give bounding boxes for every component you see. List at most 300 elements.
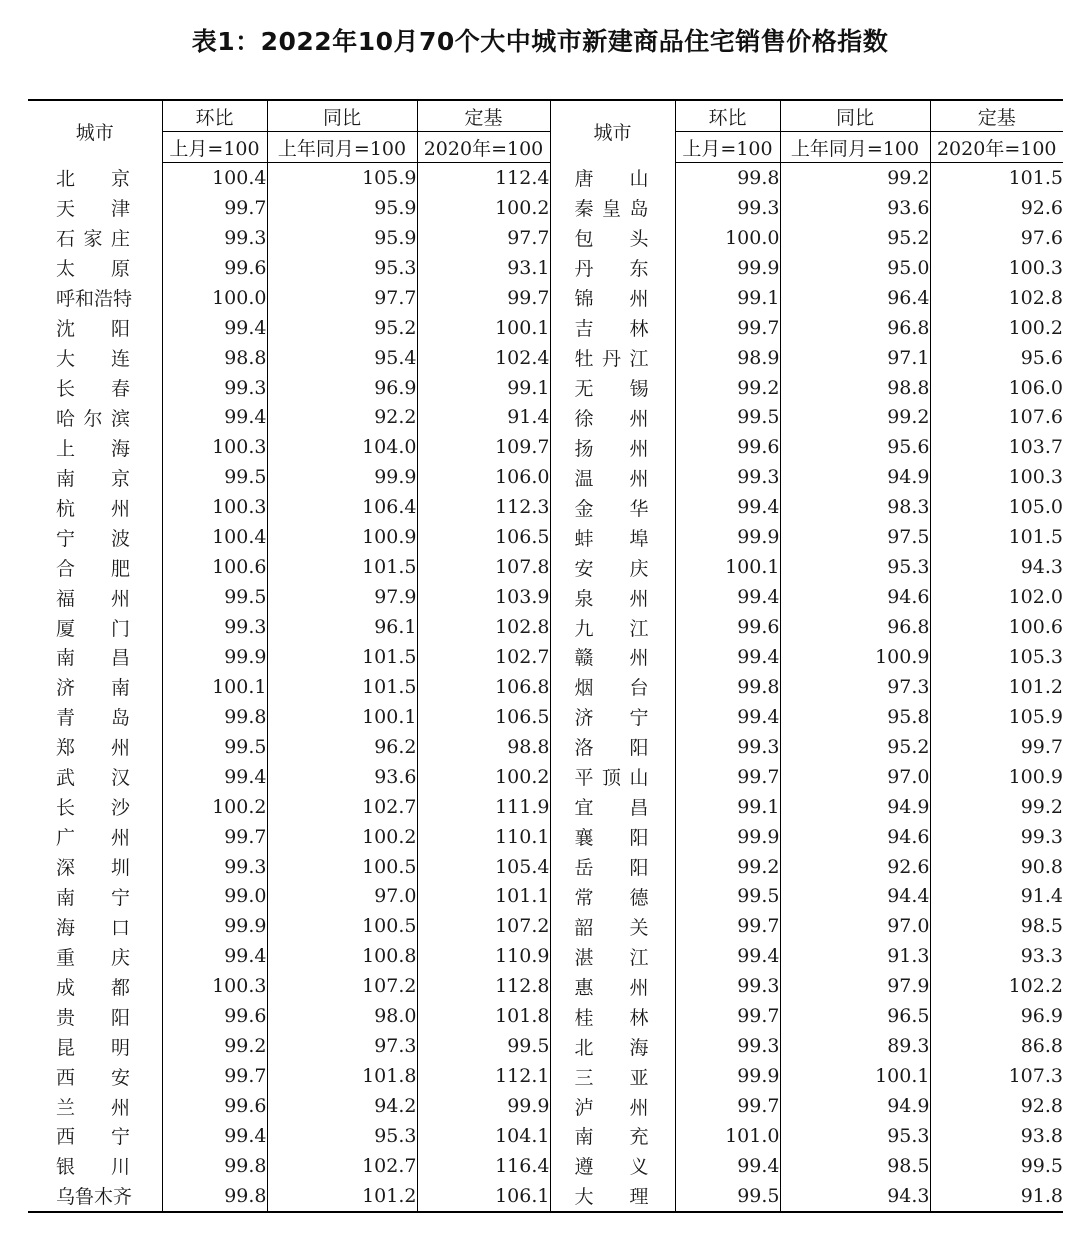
cell-mom-right: 99.2 <box>675 373 780 403</box>
cell-base-right: 99.2 <box>930 792 1063 822</box>
cell-yoy-right: 96.4 <box>780 283 930 313</box>
city-name: 武 汉 <box>56 767 130 790</box>
cell-city-right <box>550 462 675 492</box>
cell-yoy-left: 92.2 <box>267 403 417 433</box>
city-name: 泸 州 <box>574 1096 649 1119</box>
cell-city-right <box>550 1181 675 1212</box>
header-mom-left: 环比 <box>162 100 267 132</box>
cell-city-right <box>550 822 675 852</box>
table-row <box>28 253 1063 283</box>
cell-base-left: 106.0 <box>417 462 550 492</box>
cell-base-left: 112.8 <box>417 971 550 1001</box>
cell-yoy-right: 95.6 <box>780 432 930 462</box>
cell-yoy-right: 95.3 <box>780 552 930 582</box>
cell-yoy-right: 94.9 <box>780 792 930 822</box>
cell-yoy-left: 95.9 <box>267 223 417 253</box>
table-row <box>28 223 1063 253</box>
city-name: 九 江 <box>574 617 649 640</box>
cell-base-left: 110.1 <box>417 822 550 852</box>
table-row <box>28 1001 1063 1031</box>
cell-city-left <box>28 852 162 882</box>
cell-mom-left: 99.6 <box>162 1091 267 1121</box>
cell-mom-left: 99.6 <box>162 253 267 283</box>
table-row <box>28 642 1063 672</box>
cell-city-right <box>550 432 675 462</box>
cell-city-left <box>28 822 162 852</box>
table-row <box>28 702 1063 732</box>
table-row <box>28 672 1063 702</box>
cell-base-left: 101.8 <box>417 1001 550 1031</box>
city-name: 广 州 <box>56 827 130 850</box>
city-name: 济 南 <box>56 677 130 700</box>
table-row <box>28 792 1063 822</box>
city-name: 吉 林 <box>574 318 649 341</box>
cell-yoy-right: 98.5 <box>780 1151 930 1181</box>
cell-city-right <box>550 522 675 552</box>
cell-city-right <box>550 1061 675 1091</box>
table-body <box>28 163 1063 1212</box>
city-name: 北 京 <box>56 168 130 191</box>
cell-city-right <box>550 941 675 971</box>
city-name: 大 理 <box>574 1186 649 1209</box>
cell-mom-right: 99.9 <box>675 522 780 552</box>
city-name: 赣 州 <box>574 647 649 670</box>
city-name: 洛 阳 <box>574 737 649 760</box>
city-name: 遵 义 <box>574 1156 649 1179</box>
city-name: 烟 台 <box>574 677 649 700</box>
cell-yoy-left: 100.5 <box>267 852 417 882</box>
cell-city-left <box>28 612 162 642</box>
cell-city-right <box>550 582 675 612</box>
header-yoy-base-left: 上年同月=100 <box>267 132 417 163</box>
table-row <box>28 1091 1063 1121</box>
cell-mom-left: 100.3 <box>162 432 267 462</box>
cell-mom-right: 99.6 <box>675 432 780 462</box>
cell-yoy-left: 95.2 <box>267 313 417 343</box>
city-name: 西 宁 <box>56 1126 130 1149</box>
cell-yoy-left: 96.9 <box>267 373 417 403</box>
cell-yoy-left: 95.3 <box>267 1121 417 1151</box>
cell-city-right <box>550 552 675 582</box>
cell-yoy-left: 101.8 <box>267 1061 417 1091</box>
cell-city-right <box>550 343 675 373</box>
cell-yoy-left: 94.2 <box>267 1091 417 1121</box>
cell-yoy-left: 105.9 <box>267 163 417 193</box>
cell-city-left <box>28 911 162 941</box>
table-row <box>28 1151 1063 1181</box>
city-name: 太 原 <box>56 258 130 281</box>
city-name: 青 岛 <box>56 707 130 730</box>
cell-mom-left: 100.2 <box>162 792 267 822</box>
cell-mom-left: 99.3 <box>162 223 267 253</box>
cell-base-right: 107.6 <box>930 403 1063 433</box>
table-row <box>28 882 1063 912</box>
cell-base-right: 95.6 <box>930 343 1063 373</box>
cell-mom-left: 100.4 <box>162 163 267 193</box>
cell-city-right <box>550 762 675 792</box>
cell-base-left: 107.8 <box>417 552 550 582</box>
cell-mom-right: 99.3 <box>675 732 780 762</box>
cell-mom-right: 99.5 <box>675 882 780 912</box>
cell-city-right <box>550 971 675 1001</box>
cell-yoy-right: 95.2 <box>780 223 930 253</box>
cell-yoy-left: 97.7 <box>267 283 417 313</box>
city-name: 泉 州 <box>574 587 649 610</box>
cell-mom-left: 99.8 <box>162 1181 267 1212</box>
cell-city-left <box>28 552 162 582</box>
cell-mom-right: 99.4 <box>675 941 780 971</box>
city-name: 合 肥 <box>56 557 130 580</box>
cell-base-right: 96.9 <box>930 1001 1063 1031</box>
cell-yoy-right: 98.3 <box>780 492 930 522</box>
city-name: 北 海 <box>574 1036 649 1059</box>
cell-mom-right: 99.4 <box>675 702 780 732</box>
cell-city-right <box>550 792 675 822</box>
table-row <box>28 462 1063 492</box>
cell-base-right: 102.8 <box>930 283 1063 313</box>
cell-city-right <box>550 1001 675 1031</box>
cell-city-left <box>28 1181 162 1212</box>
header-city-right: 城市 <box>550 100 675 163</box>
cell-yoy-right: 94.4 <box>780 882 930 912</box>
cell-mom-left: 100.4 <box>162 522 267 552</box>
cell-mom-right: 99.7 <box>675 1091 780 1121</box>
cell-base-right: 86.8 <box>930 1031 1063 1061</box>
cell-city-left <box>28 702 162 732</box>
cell-city-left <box>28 582 162 612</box>
table-row <box>28 283 1063 313</box>
city-name: 杭 州 <box>56 497 130 520</box>
city-name: 兰 州 <box>56 1096 130 1119</box>
city-name: 呼和浩特 <box>56 288 133 311</box>
cell-base-left: 93.1 <box>417 253 550 283</box>
cell-city-left <box>28 1091 162 1121</box>
cell-city-right <box>550 1031 675 1061</box>
city-name: 安 庆 <box>574 557 649 580</box>
cell-city-right <box>550 373 675 403</box>
cell-mom-left: 99.4 <box>162 313 267 343</box>
city-name: 包 头 <box>574 228 649 251</box>
cell-base-right: 99.5 <box>930 1151 1063 1181</box>
cell-mom-left: 99.5 <box>162 732 267 762</box>
city-name: 湛 江 <box>574 946 649 969</box>
cell-base-left: 102.8 <box>417 612 550 642</box>
cell-mom-left: 100.3 <box>162 492 267 522</box>
cell-mom-left: 99.7 <box>162 193 267 223</box>
city-name: 宁 波 <box>56 527 130 550</box>
table-row <box>28 343 1063 373</box>
cell-yoy-right: 89.3 <box>780 1031 930 1061</box>
cell-city-right <box>550 1091 675 1121</box>
cell-yoy-right: 97.9 <box>780 971 930 1001</box>
city-name: 扬 州 <box>574 437 649 460</box>
city-name: 无 锡 <box>574 378 649 401</box>
city-name: 平顶山 <box>574 767 649 790</box>
city-name: 襄 阳 <box>574 827 649 850</box>
cell-mom-right: 99.3 <box>675 1031 780 1061</box>
cell-city-right <box>550 283 675 313</box>
cell-city-left <box>28 492 162 522</box>
header-base-base-left: 2020年=100 <box>417 132 550 163</box>
cell-city-left <box>28 1031 162 1061</box>
table-row <box>28 822 1063 852</box>
cell-base-right: 102.2 <box>930 971 1063 1001</box>
cell-base-left: 116.4 <box>417 1151 550 1181</box>
cell-city-left <box>28 941 162 971</box>
table-row <box>28 492 1063 522</box>
cell-base-right: 101.5 <box>930 522 1063 552</box>
cell-city-right <box>550 253 675 283</box>
cell-yoy-left: 100.1 <box>267 702 417 732</box>
cell-city-left <box>28 1151 162 1181</box>
cell-base-right: 100.2 <box>930 313 1063 343</box>
city-name: 锦 州 <box>574 288 649 311</box>
cell-yoy-left: 101.5 <box>267 642 417 672</box>
cell-yoy-left: 95.9 <box>267 193 417 223</box>
cell-base-left: 103.9 <box>417 582 550 612</box>
cell-mom-left: 99.7 <box>162 1061 267 1091</box>
city-name: 西 安 <box>56 1066 130 1089</box>
cell-base-right: 98.5 <box>930 911 1063 941</box>
cell-base-right: 94.3 <box>930 552 1063 582</box>
cell-base-right: 93.3 <box>930 941 1063 971</box>
cell-base-left: 106.5 <box>417 702 550 732</box>
cell-base-left: 99.5 <box>417 1031 550 1061</box>
cell-mom-right: 99.1 <box>675 283 780 313</box>
cell-city-right <box>550 223 675 253</box>
city-name: 南 昌 <box>56 647 130 670</box>
cell-mom-left: 99.8 <box>162 702 267 732</box>
cell-city-left <box>28 732 162 762</box>
cell-mom-right: 100.0 <box>675 223 780 253</box>
city-name: 银 川 <box>56 1156 130 1179</box>
city-name: 贵 阳 <box>56 1006 130 1029</box>
city-name: 重 庆 <box>56 946 130 969</box>
cell-yoy-right: 99.2 <box>780 403 930 433</box>
cell-mom-right: 99.8 <box>675 163 780 193</box>
cell-base-left: 104.1 <box>417 1121 550 1151</box>
cell-city-left <box>28 642 162 672</box>
cell-city-right <box>550 492 675 522</box>
table-row <box>28 552 1063 582</box>
table-row <box>28 403 1063 433</box>
cell-city-left <box>28 283 162 313</box>
cell-mom-right: 100.1 <box>675 552 780 582</box>
cell-mom-left: 99.4 <box>162 941 267 971</box>
cell-mom-right: 99.9 <box>675 1061 780 1091</box>
cell-yoy-right: 97.0 <box>780 762 930 792</box>
cell-yoy-left: 93.6 <box>267 762 417 792</box>
cell-yoy-left: 101.5 <box>267 552 417 582</box>
city-name: 海 口 <box>56 916 130 939</box>
cell-mom-right: 99.8 <box>675 672 780 702</box>
table-row <box>28 313 1063 343</box>
cell-mom-left: 99.6 <box>162 1001 267 1031</box>
cell-mom-right: 99.9 <box>675 253 780 283</box>
cell-base-left: 112.3 <box>417 492 550 522</box>
city-name: 岳 阳 <box>574 857 649 880</box>
city-name: 金 华 <box>574 497 649 520</box>
cell-mom-left: 99.3 <box>162 852 267 882</box>
cell-city-right <box>550 672 675 702</box>
table-row <box>28 432 1063 462</box>
cell-city-right <box>550 313 675 343</box>
cell-yoy-right: 95.3 <box>780 1121 930 1151</box>
cell-yoy-right: 95.2 <box>780 732 930 762</box>
cell-base-right: 105.3 <box>930 642 1063 672</box>
cell-base-left: 99.9 <box>417 1091 550 1121</box>
cell-city-left <box>28 882 162 912</box>
city-name: 上 海 <box>56 437 130 460</box>
cell-base-left: 109.7 <box>417 432 550 462</box>
cell-mom-right: 101.0 <box>675 1121 780 1151</box>
cell-base-right: 100.6 <box>930 612 1063 642</box>
cell-yoy-left: 107.2 <box>267 971 417 1001</box>
cell-base-left: 106.5 <box>417 522 550 552</box>
cell-yoy-right: 94.6 <box>780 582 930 612</box>
cell-yoy-left: 101.2 <box>267 1181 417 1212</box>
cell-yoy-right: 96.8 <box>780 313 930 343</box>
cell-mom-right: 99.1 <box>675 792 780 822</box>
cell-city-left <box>28 792 162 822</box>
table-header <box>28 100 1063 163</box>
table-row <box>28 1121 1063 1151</box>
header-base-right: 定基 <box>930 100 1063 132</box>
city-name: 天 津 <box>56 198 130 221</box>
cell-base-right: 90.8 <box>930 852 1063 882</box>
city-name: 沈 阳 <box>56 318 130 341</box>
cell-yoy-right: 100.1 <box>780 1061 930 1091</box>
city-name: 厦 门 <box>56 617 130 640</box>
cell-yoy-right: 91.3 <box>780 941 930 971</box>
cell-city-right <box>550 852 675 882</box>
cell-base-left: 110.9 <box>417 941 550 971</box>
cell-yoy-left: 98.0 <box>267 1001 417 1031</box>
cell-yoy-right: 94.3 <box>780 1181 930 1212</box>
cell-yoy-right: 97.0 <box>780 911 930 941</box>
city-name: 蚌 埠 <box>574 527 649 550</box>
cell-base-right: 91.4 <box>930 882 1063 912</box>
cell-yoy-left: 104.0 <box>267 432 417 462</box>
table-row <box>28 373 1063 403</box>
cell-yoy-right: 96.8 <box>780 612 930 642</box>
cell-city-left <box>28 1121 162 1151</box>
cell-base-left: 111.9 <box>417 792 550 822</box>
city-name: 常 德 <box>574 886 649 909</box>
city-name: 韶 关 <box>574 916 649 939</box>
cell-mom-left: 100.3 <box>162 971 267 1001</box>
cell-city-right <box>550 403 675 433</box>
city-name: 温 州 <box>574 467 649 490</box>
cell-base-left: 100.1 <box>417 313 550 343</box>
cell-city-right <box>550 1151 675 1181</box>
table-row <box>28 582 1063 612</box>
cell-yoy-right: 98.8 <box>780 373 930 403</box>
cell-yoy-right: 96.5 <box>780 1001 930 1031</box>
cell-yoy-left: 97.3 <box>267 1031 417 1061</box>
cell-city-right <box>550 732 675 762</box>
table-row <box>28 522 1063 552</box>
city-name: 石家庄 <box>56 228 130 251</box>
cell-mom-right: 99.4 <box>675 582 780 612</box>
cell-base-left: 105.4 <box>417 852 550 882</box>
cell-city-left <box>28 971 162 1001</box>
city-name: 南 京 <box>56 467 130 490</box>
cell-city-left <box>28 522 162 552</box>
header-base-left: 定基 <box>417 100 550 132</box>
cell-mom-left: 99.7 <box>162 822 267 852</box>
cell-mom-right: 99.3 <box>675 462 780 492</box>
cell-city-left <box>28 432 162 462</box>
city-name: 唐 山 <box>574 168 649 191</box>
cell-base-left: 99.7 <box>417 283 550 313</box>
cell-base-right: 100.9 <box>930 762 1063 792</box>
header-yoy-left: 同比 <box>267 100 417 132</box>
header-base-base-right: 2020年=100 <box>930 132 1063 163</box>
cell-yoy-right: 94.6 <box>780 822 930 852</box>
cell-yoy-left: 97.0 <box>267 882 417 912</box>
cell-yoy-left: 100.9 <box>267 522 417 552</box>
table-row <box>28 941 1063 971</box>
cell-yoy-left: 102.7 <box>267 792 417 822</box>
city-name: 长 沙 <box>56 797 130 820</box>
cell-yoy-right: 93.6 <box>780 193 930 223</box>
cell-city-left <box>28 672 162 702</box>
cell-yoy-right: 92.6 <box>780 852 930 882</box>
cell-base-right: 100.3 <box>930 462 1063 492</box>
cell-yoy-left: 95.4 <box>267 343 417 373</box>
header-mom-base-left: 上月=100 <box>162 132 267 163</box>
cell-base-right: 91.8 <box>930 1181 1063 1212</box>
city-name: 徐 州 <box>574 407 649 430</box>
cell-base-left: 102.7 <box>417 642 550 672</box>
cell-base-right: 103.7 <box>930 432 1063 462</box>
cell-city-left <box>28 253 162 283</box>
cell-base-right: 101.5 <box>930 163 1063 193</box>
cell-city-left <box>28 1061 162 1091</box>
city-name: 深 圳 <box>56 857 130 880</box>
cell-base-left: 100.2 <box>417 762 550 792</box>
cell-city-right <box>550 882 675 912</box>
cell-city-left <box>28 373 162 403</box>
cell-base-right: 106.0 <box>930 373 1063 403</box>
cell-mom-left: 99.3 <box>162 373 267 403</box>
cell-city-right <box>550 612 675 642</box>
cell-base-right: 99.7 <box>930 732 1063 762</box>
cell-mom-right: 99.6 <box>675 612 780 642</box>
table-row <box>28 1181 1063 1212</box>
cell-base-right: 99.3 <box>930 822 1063 852</box>
cell-mom-right: 99.9 <box>675 822 780 852</box>
cell-base-left: 112.1 <box>417 1061 550 1091</box>
cell-yoy-left: 97.9 <box>267 582 417 612</box>
cell-yoy-left: 100.8 <box>267 941 417 971</box>
cell-mom-right: 99.4 <box>675 1151 780 1181</box>
cell-mom-right: 99.5 <box>675 403 780 433</box>
cell-base-right: 107.3 <box>930 1061 1063 1091</box>
city-name: 成 都 <box>56 976 130 999</box>
cell-mom-left: 99.3 <box>162 612 267 642</box>
cell-mom-left: 98.8 <box>162 343 267 373</box>
cell-base-right: 92.8 <box>930 1091 1063 1121</box>
cell-yoy-right: 95.0 <box>780 253 930 283</box>
city-name: 济 宁 <box>574 707 649 730</box>
cell-city-left <box>28 1001 162 1031</box>
cell-yoy-left: 99.9 <box>267 462 417 492</box>
table-row <box>28 612 1063 642</box>
cell-mom-left: 99.2 <box>162 1031 267 1061</box>
table-title: 表1：2022年10月70个大中城市新建商品住宅销售价格指数 <box>191 27 889 56</box>
